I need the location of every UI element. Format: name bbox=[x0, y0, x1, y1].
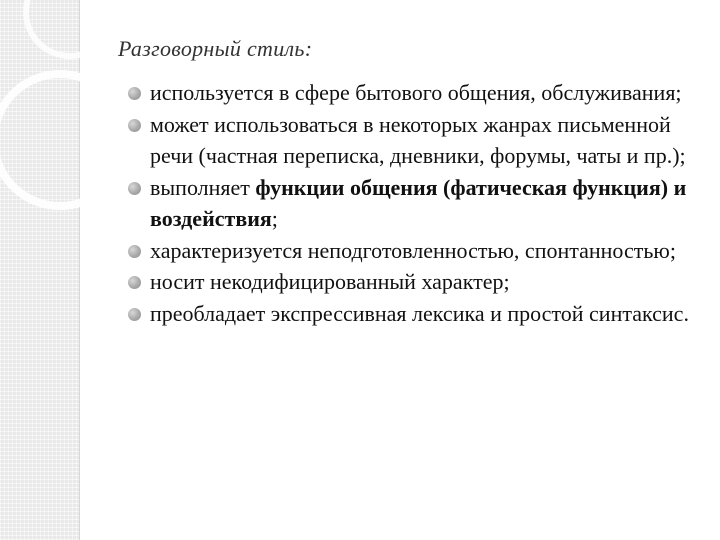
decorative-ring-large bbox=[0, 74, 126, 206]
bullet-dot-icon bbox=[128, 87, 141, 100]
bullet-dot-icon bbox=[128, 276, 141, 289]
bullet-text-bold: функции общения (фатическая функция) и воздействия bbox=[150, 174, 687, 231]
bullet-item-expressive bbox=[128, 298, 698, 330]
bullet-dot-icon bbox=[128, 245, 141, 258]
bullet-item-sphere bbox=[128, 77, 698, 109]
bullet-text: используется в сфере бытового общения, обслуживания; bbox=[150, 80, 682, 105]
bullet-text: преобладает экспрессивная лексика и простой синтаксис. bbox=[150, 300, 689, 326]
bullet-text: может использоваться в некоторых жанрах письменной речи (частная переписка, дневники, форумы, чаты и пр.); bbox=[150, 111, 686, 168]
bullet-dot-icon bbox=[128, 308, 141, 321]
bullet-text-suffix: ; bbox=[271, 206, 278, 231]
bullet-text-prefix: выполняет bbox=[150, 174, 256, 200]
bullet-text: характеризуется неподготовленностью, спонтанностью; bbox=[150, 237, 676, 263]
bullet-item-spontaneity bbox=[128, 235, 698, 267]
slide-title: Разговорный стиль: bbox=[118, 36, 313, 61]
bullet-list bbox=[128, 77, 698, 329]
bullet-item-written-genres bbox=[128, 109, 698, 172]
bullet-item-noncodified bbox=[128, 266, 698, 298]
bullet-dot-icon bbox=[128, 119, 141, 132]
decorative-ring-small bbox=[26, 0, 114, 56]
bullet-text: носит некодифицированный характер; bbox=[150, 269, 510, 294]
bullet-dot-icon bbox=[128, 182, 141, 195]
bullet-item-functions bbox=[128, 172, 698, 235]
